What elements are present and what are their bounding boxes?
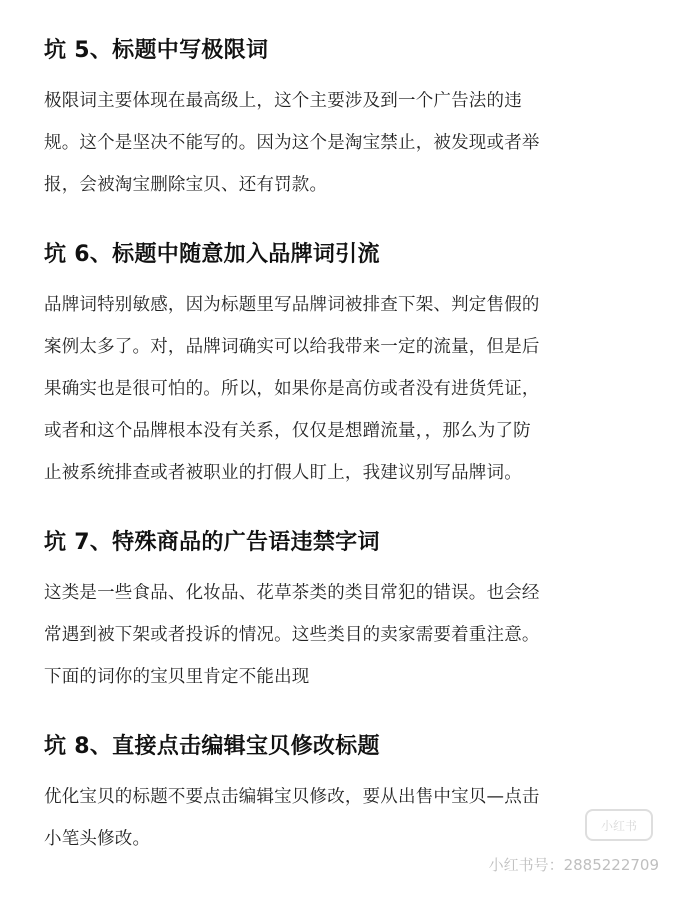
article-content xyxy=(44,22,664,860)
paragraph-line: 止被系统排查或者被职业的打假人盯上，我建议别写品牌词。 xyxy=(44,463,522,483)
paragraph-line: 果确实也是很可怕的。所以，如果你是高仿或者没有进货凭证， xyxy=(44,379,540,399)
paragraph-line: 案例太多了。对，品牌词确实可以给我带来一定的流量，但是后 xyxy=(44,337,540,357)
paragraph-line: 或者和这个品牌根本没有关系，仅仅是想蹭流量，，那么为了防 xyxy=(44,421,531,441)
section-paragraph-5 xyxy=(44,80,664,206)
section-paragraph-7 xyxy=(44,572,664,698)
paragraph-line: 这类是一些食品、化妆品、花草茶类的类目常犯的错误。也会经 xyxy=(44,583,540,603)
paragraph-line: 品牌词特别敏感，因为标题里写品牌词被排查下架、判定售假的 xyxy=(44,295,540,315)
paragraph-line: 优化宝贝的标题不要点击编辑宝贝修改，要从出售中宝贝—点击 xyxy=(44,787,540,807)
watermark xyxy=(489,854,659,875)
paragraph-line: 小笔头修改。 xyxy=(44,829,151,849)
paragraph-line: 极限词主要体现在最高级上，这个主要涉及到一个广告法的违 xyxy=(44,91,522,111)
paragraph-line: 报，会被淘宝删除宝贝、还有罚款。 xyxy=(44,175,328,195)
paragraph-line: 下面的词你的宝贝里肯定不能出现 xyxy=(44,667,310,687)
watermark-id-text: 小红书号：2885222709 xyxy=(488,856,659,874)
section-heading-5: 坑 5、标题中写极限词 xyxy=(44,38,269,63)
section-paragraph-6 xyxy=(44,284,664,494)
section-paragraph-8 xyxy=(44,776,664,860)
paragraph-line: 常遇到被下架或者投诉的情况。这些类目的卖家需要着重注意。 xyxy=(44,625,540,645)
section-heading-7: 坑 7、特殊商品的广告语违禁字词 xyxy=(44,530,380,555)
paragraph-line: 规。这个是坚决不能写的。因为这个是淘宝禁止，被发现或者举 xyxy=(44,133,540,153)
watermark-logo: 小红书 xyxy=(585,809,653,841)
section-heading-6: 坑 6、标题中随意加入品牌词引流 xyxy=(44,242,380,267)
section-heading-8: 坑 8、直接点击编辑宝贝修改标题 xyxy=(44,734,380,759)
